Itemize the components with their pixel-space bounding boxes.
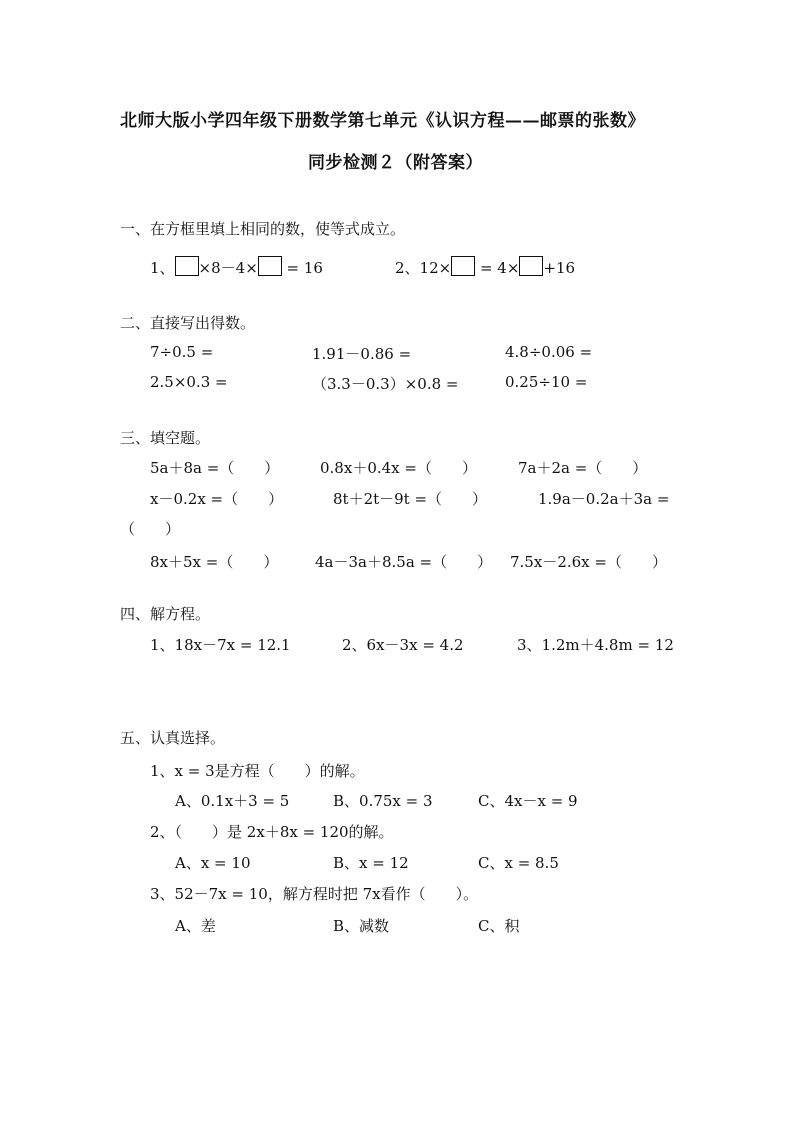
fill-item: 8t＋2t－9t =（ ） xyxy=(333,490,488,508)
choice-option[interactable]: B、x = 12 xyxy=(333,854,409,872)
section-3-heading: 三、填空题。 xyxy=(120,429,211,447)
answer-box[interactable] xyxy=(258,256,282,276)
calc-item: 0.25÷10 = xyxy=(505,373,588,391)
fill-item: 7a＋2a =（ ） xyxy=(518,459,648,477)
s1-question-1 xyxy=(150,256,323,278)
page-subtitle: 同步检测２（附答案） xyxy=(308,153,483,173)
choice-option[interactable]: C、4x－x = 9 xyxy=(478,792,578,810)
equation-item: 2、6x－3x = 4.2 xyxy=(342,636,464,654)
choice-option[interactable]: A、差 xyxy=(175,917,216,935)
choice-question-stem: 1、x = 3是方程（ ）的解。 xyxy=(150,762,365,780)
answer-box[interactable] xyxy=(451,256,475,276)
choice-option[interactable]: B、减数 xyxy=(333,917,390,935)
fill-item: 4a－3a＋8.5a =（ ） xyxy=(315,553,493,571)
s1-q1-end: = 16 xyxy=(281,259,323,277)
equation-item: 1、18x－7x = 12.1 xyxy=(150,636,291,654)
calc-item: 2.5×0.3 = xyxy=(150,373,228,391)
calc-item: 4.8÷0.06 = xyxy=(505,343,593,361)
choice-question-stem: 2、（ ）是 2x＋8x = 120的解。 xyxy=(150,823,394,841)
answer-box[interactable] xyxy=(519,256,543,276)
fill-item: 0.8x＋0.4x =（ ） xyxy=(320,459,477,477)
section-1-heading: 一、在方框里填上相同的数，使等式成立。 xyxy=(120,220,406,238)
fill-item: 5a＋8a =（ ） xyxy=(150,459,280,477)
answer-box[interactable] xyxy=(175,256,199,276)
choice-option[interactable]: A、x = 10 xyxy=(175,854,251,872)
choice-option[interactable]: C、积 xyxy=(478,917,520,935)
calc-item: 1.91－0.86 = xyxy=(312,345,412,363)
choice-option[interactable]: C、x = 8.5 xyxy=(478,854,559,872)
fill-item: x－0.2x =（ ） xyxy=(150,490,284,508)
s1-q1-mid: ×8－4× xyxy=(198,259,258,277)
s1-q2-prefix: 2、12× xyxy=(395,259,452,277)
fill-item-continued: （ ） xyxy=(120,520,181,538)
s1-q1-prefix: 1、 xyxy=(150,259,175,277)
section-4-heading: 四、解方程。 xyxy=(120,605,211,623)
choice-option[interactable]: A、0.1x＋3 = 5 xyxy=(175,792,290,810)
section-5-heading: 五、认真选择。 xyxy=(120,729,226,747)
calc-item: 7÷0.5 = xyxy=(150,343,214,361)
calc-item: （3.3－0.3）×0.8 = xyxy=(312,375,459,393)
equation-item: 3、1.2m＋4.8m = 12 xyxy=(517,636,674,654)
fill-item: 7.5x－2.6x =（ ） xyxy=(510,553,667,571)
choice-question-stem: 3、52－7x = 10，解方程时把 7x看作（ ）。 xyxy=(150,885,479,903)
s1-q2-end: +16 xyxy=(543,259,576,277)
fill-item: 1.9a－0.2a＋3a = xyxy=(538,490,670,508)
s1-q2-mid: = 4× xyxy=(475,259,520,277)
section-2-heading: 二、直接写出得数。 xyxy=(120,314,256,332)
s1-question-2 xyxy=(395,256,575,278)
choice-option[interactable]: B、0.75x = 3 xyxy=(333,792,433,810)
fill-item: 8x＋5x =（ ） xyxy=(150,553,279,571)
page-title: 北师大版小学四年级下册数学第七单元《认识方程——邮票的张数》 xyxy=(120,111,645,131)
